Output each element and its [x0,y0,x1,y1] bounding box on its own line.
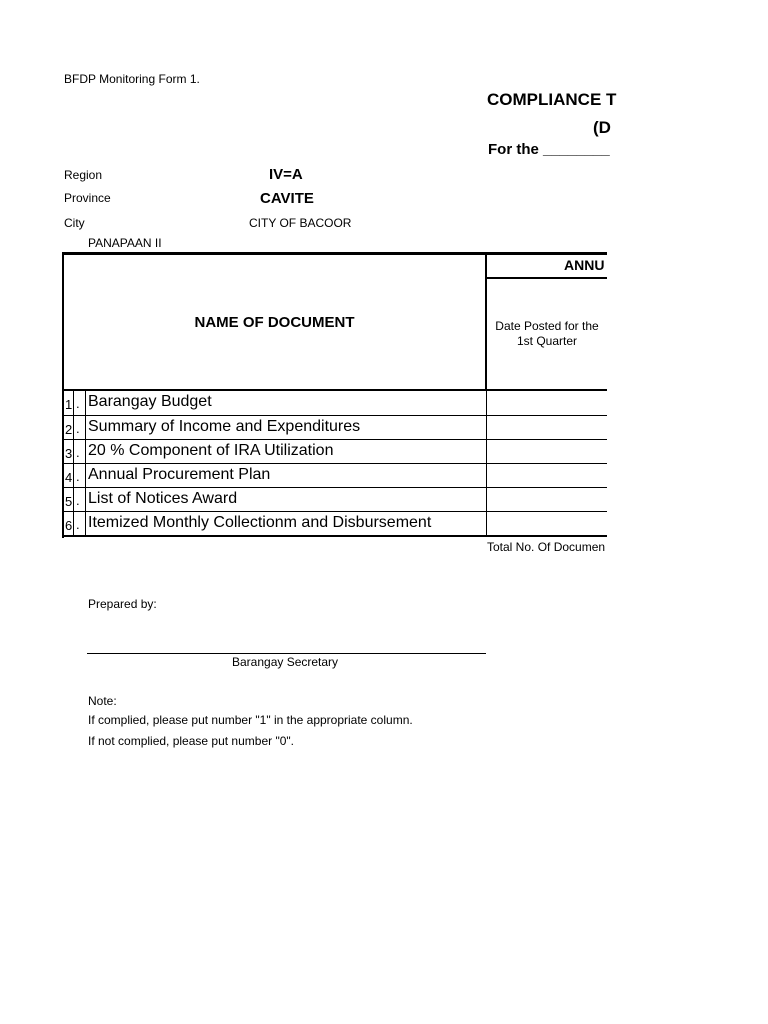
city-value: CITY OF BACOOR [249,216,352,230]
row-separator [73,440,74,464]
note-line-2: If not complied, please put number "0". [88,734,294,748]
name-of-document-header: NAME OF DOCUMENT [194,313,355,331]
signature-line [87,653,486,654]
reporting-period: For the ________ [488,141,610,158]
document-name: 20 % Component of IRA Utilization [88,442,334,459]
note-line-1: If complied, please put number "1" in the appropriate column. [88,713,413,727]
table-row [64,440,607,464]
row-separator [73,512,74,536]
prepared-by-label: Prepared by: [88,597,157,611]
table-row [64,488,607,512]
row-number: 5 [65,494,73,509]
row-number: 1 [65,397,73,412]
barangay-value: PANAPAAN II [88,236,162,250]
document-name: Itemized Monthly Collectionm and Disbursement [88,514,432,531]
total-documents-label: Total No. Of Documen [487,540,606,554]
region-label: Region [64,168,103,182]
table-row [64,512,607,536]
row-dot: . [76,493,80,508]
form-subtitle: (D [593,118,611,137]
row-dot: . [76,396,80,411]
form-id: BFDP Monitoring Form 1. [64,72,200,86]
row-dot: . [76,517,80,532]
table-row [64,391,607,415]
document-name: Annual Procurement Plan [88,466,271,483]
table-row [64,464,607,488]
document-name: Summary of Income and Expenditures [88,418,361,435]
note-title: Note: [88,694,117,708]
city-label: City [64,216,85,230]
row-separator [85,488,86,512]
row-separator [85,512,86,536]
table-row [64,416,607,440]
row-number: 4 [65,470,73,485]
row-separator [73,416,74,440]
row-separator [85,391,86,415]
q1-date-header: Date Posted for the 1st Quarter [495,319,599,348]
row-separator [85,440,86,464]
row-dot: . [76,421,80,436]
annual-header-label: ANNU [564,257,605,273]
row-separator [73,464,74,488]
province-value: CAVITE [260,190,314,207]
region-value: IV=A [269,166,303,183]
row-dot: . [76,469,80,484]
row-number: 2 [65,422,73,437]
document-name: List of Notices Award [88,490,238,507]
annual-header [486,255,607,277]
row-separator [85,464,86,488]
form-title: COMPLIANCE T [487,90,617,109]
document-name: Barangay Budget [88,393,212,410]
signatory-title: Barangay Secretary [232,655,339,669]
row-number: 3 [65,446,73,461]
province-label: Province [64,191,111,205]
row-separator [73,391,74,415]
row-separator [85,416,86,440]
row-separator [73,488,74,512]
row-dot: . [76,445,80,460]
row-number: 6 [65,518,73,533]
